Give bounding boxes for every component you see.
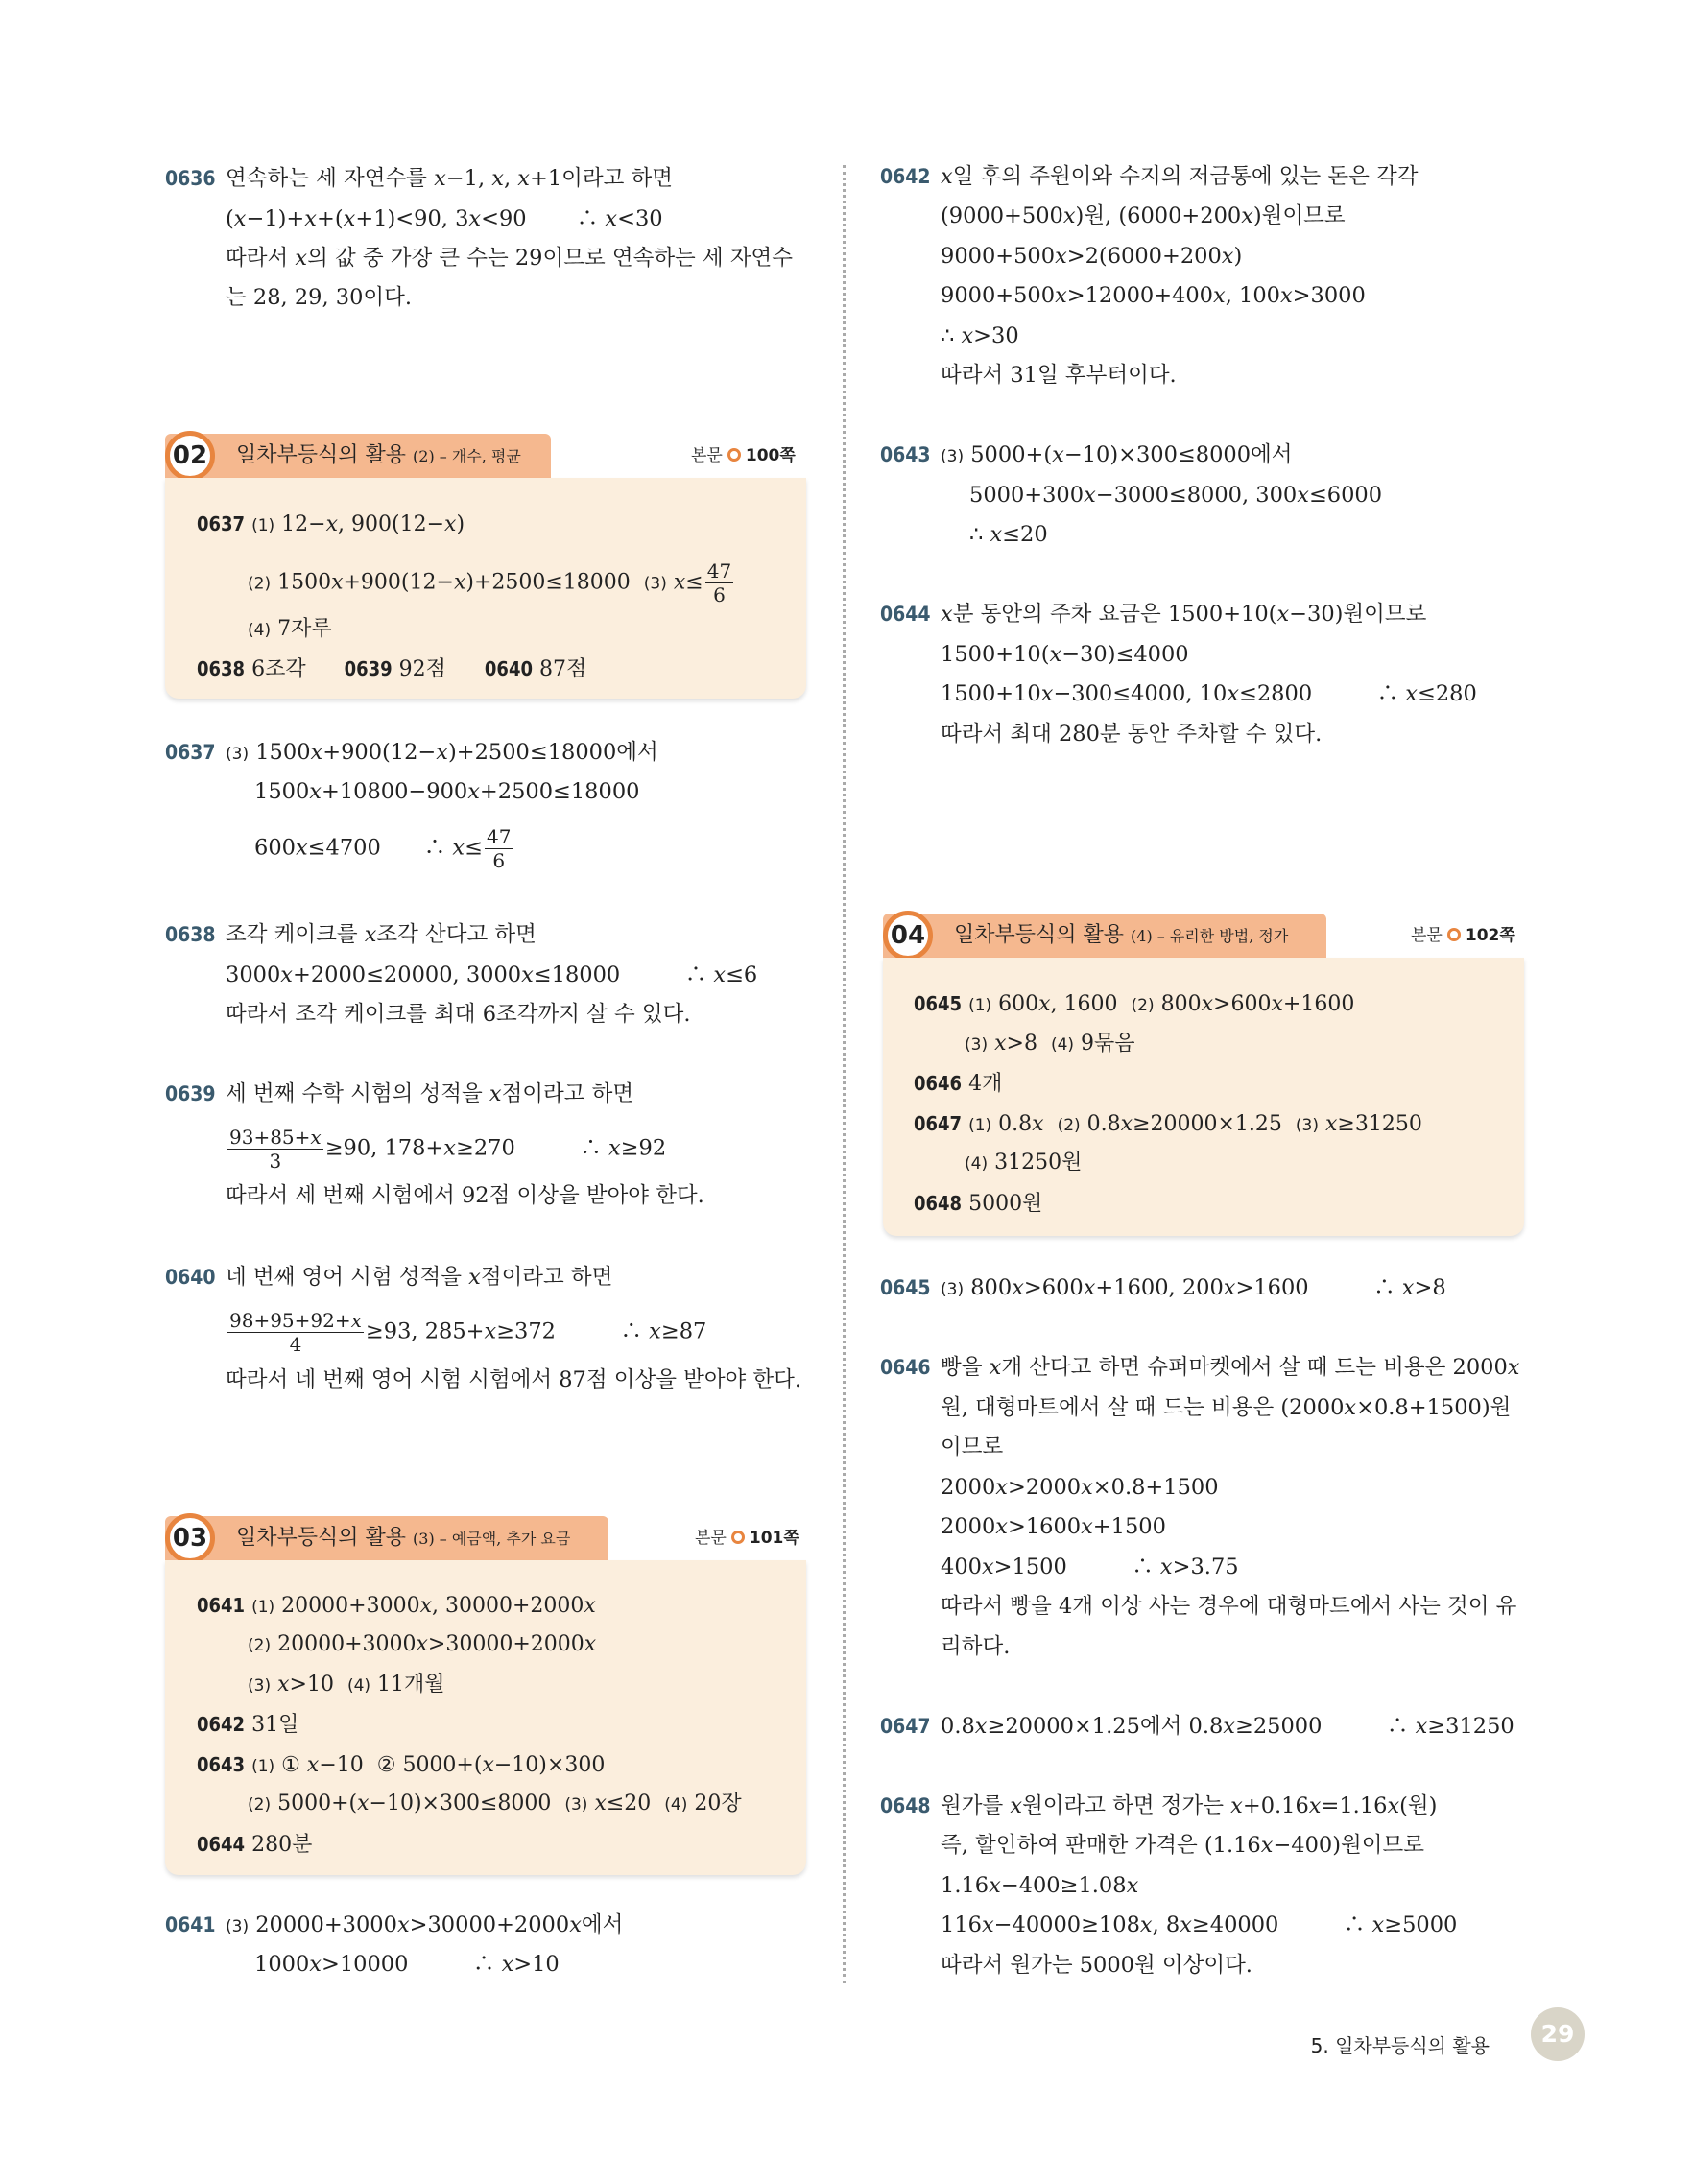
problem-number: 0639	[165, 1082, 216, 1105]
solution-line: 600x≤4700 ∴ x≤ $\frac{47}{6}$	[254, 825, 512, 872]
problem-number: 0642	[880, 165, 931, 188]
answer-line: (3) x>10 (4) 11개월	[248, 1673, 445, 1697]
section-badge: 03	[165, 1513, 215, 1563]
answer-line: 0648 5000원	[914, 1192, 1043, 1216]
page-reference	[691, 434, 796, 478]
answer-line: (2) 20000+3000x>30000+2000x	[248, 1632, 597, 1656]
solution-line: 따라서 세 번째 시험에서 92점 이상을 받아야 한다.	[226, 1183, 704, 1208]
solution-line: 따라서 x의 값 중 가장 큰 수는 29이므로 연속하는 세 자연수	[226, 246, 794, 271]
solution-line: 3000x+2000≤20000, 3000x≤18000 ∴ x≤6	[226, 962, 758, 987]
answer-line: 0646 4개	[914, 1072, 1003, 1096]
solution-line: (3) 20000+3000x>30000+2000x에서	[226, 1912, 624, 1937]
solution-line: 따라서 네 번째 영어 시험 시험에서 87점 이상을 받아야 한다.	[226, 1367, 802, 1392]
solution-line: 116x−40000≥108x, 8x≥40000 ∴ x≥5000	[941, 1912, 1458, 1937]
page-number: 29	[1531, 2007, 1585, 2061]
solution-line: 연속하는 세 자연수를 x−1, x, x+1이라고 하면	[226, 166, 673, 191]
section-badge: 04	[883, 911, 933, 961]
solution-line: 400x>1500 ∴ x>3.75	[941, 1555, 1239, 1579]
solution-line: x일 후의 주원이와 수지의 저금통에 있는 돈은 각각	[941, 164, 1419, 189]
solution-line: 이므로	[941, 1435, 1004, 1460]
problem-number: 0647	[880, 1715, 931, 1738]
solution-line: $\frac{93+85+x}{3}$ ≥90, 178+x≥270 ∴ x≥92	[229, 1126, 667, 1173]
solution-line: 1500+10(x−30)≤4000	[941, 642, 1189, 667]
problem-number: 0636	[165, 167, 216, 190]
problem-number: 0638	[165, 923, 216, 946]
section-subtitle: (3) – 예금액, 추가 요금	[413, 1530, 571, 1548]
answer-line: (2) 5000+(x−10)×300≤8000 (3) x≤20 (4) 20장	[248, 1792, 742, 1816]
answer-line: (3) x>8 (4) 9묶음	[965, 1032, 1135, 1056]
answer-line: 0645 (1) 600x, 1600 (2) 800x>600x+1600	[914, 992, 1355, 1016]
solution-line: 따라서 조각 케이크를 최대 6조각까지 살 수 있다.	[226, 1002, 691, 1027]
solution-line: 1500+10x−300≤4000, 10x≤2800 ∴ x≤280	[941, 681, 1477, 706]
answer-line: (4) 31250원	[965, 1151, 1083, 1175]
solution-line: x분 동안의 주차 요금은 1500+10(x−30)원이므로	[941, 602, 1427, 627]
section-badge: 02	[165, 431, 215, 481]
answer-line: 0647 (1) 0.8x (2) 0.8x≥20000×1.25 (3) x≥31250	[914, 1112, 1422, 1136]
solution-line: (3) 5000+(x−10)×300≤8000에서	[941, 442, 1293, 467]
answer-line: 0637 (1) 12−x, 900(12−x)	[197, 512, 465, 536]
solution-line: 1500x+10800−900x+2500≤18000	[254, 779, 640, 804]
solution-line: 따라서 31일 후부터이다.	[941, 363, 1177, 388]
answer-line: 0642 31일	[197, 1713, 299, 1737]
answer-line: 0643 (1) ① x−10 ② 5000+(x−10)×300	[197, 1753, 606, 1777]
solution-line: ∴ x≤20	[969, 522, 1048, 547]
solution-line: 는 28, 29, 30이다.	[226, 285, 413, 310]
section-title-text: 일차부등식의 활용	[236, 1526, 407, 1550]
ref-label: 본문	[691, 446, 723, 465]
answer-line: 0644 280분	[197, 1833, 313, 1857]
section-title-text: 일차부등식의 활용	[236, 443, 407, 467]
ref-page: 100쪽	[745, 446, 796, 465]
solution-line: 빵을 x개 산다고 하면 슈퍼마켓에서 살 때 드는 비용은 2000x	[941, 1355, 1520, 1380]
solution-line: 5000+300x−3000≤8000, 300x≤6000	[969, 483, 1383, 508]
problem-number: 0641	[165, 1913, 216, 1936]
problem-number: 0648	[880, 1794, 931, 1817]
arrow-circle-icon	[727, 448, 741, 462]
section-title-text: 일차부등식의 활용	[954, 923, 1125, 947]
answer-line: (2) 1500x+900(12−x)+2500≤18000 (3) x≤ $\frac{47}{6}$	[248, 559, 732, 606]
problem-number: 0644	[880, 603, 931, 626]
problem-number: 0637	[165, 741, 216, 764]
chapter-label: 5. 일차부등식의 활용	[1310, 2034, 1490, 2057]
solution-line: 세 번째 수학 시험의 성적을 x점이라고 하면	[226, 1081, 634, 1106]
arrow-circle-icon	[1447, 928, 1461, 941]
section-subtitle: (2) – 개수, 평균	[413, 447, 521, 465]
solution-line: 네 번째 영어 시험 성적을 x점이라고 하면	[226, 1265, 613, 1290]
problem-number: 0640	[165, 1266, 216, 1289]
solution-line: 원, 대형마트에서 살 때 드는 비용은 (2000x×0.8+1500)원	[941, 1395, 1512, 1420]
solution-line: 9000+500x>2(6000+200x)	[941, 244, 1243, 269]
solution-line: (9000+500x)원, (6000+200x)원이므로	[941, 203, 1346, 228]
solution-line: ∴ x>30	[941, 323, 1019, 348]
solution-line: 1.16x−400≥1.08x	[941, 1873, 1139, 1898]
solution-line: 원가를 x원이라고 하면 정가는 x+0.16x=1.16x(원)	[941, 1793, 1438, 1818]
ref-label: 본문	[695, 1529, 727, 1548]
solution-line: 따라서 최대 280분 동안 주차할 수 있다.	[941, 722, 1323, 747]
solution-line: $\frac{98+95+92+x}{4}$ ≥93, 285+x≥372 ∴ x≥87	[229, 1309, 707, 1356]
answer-line: (4) 7자루	[248, 617, 332, 641]
solution-line: 따라서 빵을 4개 이상 사는 경우에 대형마트에서 사는 것이 유	[941, 1594, 1517, 1619]
solution-line: 1000x>10000 ∴ x>10	[254, 1952, 560, 1977]
page-reference	[1411, 914, 1515, 958]
section-title	[236, 1516, 570, 1561]
ref-page: 102쪽	[1465, 926, 1515, 945]
ref-page: 101쪽	[749, 1529, 799, 1548]
solution-line: 따라서 원가는 5000원 이상이다.	[941, 1953, 1252, 1978]
solution-line: 즉, 할인하여 판매한 가격은 (1.16x−400)원이므로	[941, 1833, 1424, 1858]
solution-line: 2000x>2000x×0.8+1500	[941, 1475, 1219, 1500]
section-subtitle: (4) – 유리한 방법, 정가	[1131, 927, 1289, 945]
answer-line: 0641 (1) 20000+3000x, 30000+2000x	[197, 1594, 596, 1618]
arrow-circle-icon	[731, 1531, 745, 1544]
section-title	[236, 434, 521, 479]
solution-line: 2000x>1600x+1500	[941, 1514, 1166, 1539]
problem-number: 0643	[880, 443, 931, 466]
ref-label: 본문	[1411, 926, 1443, 945]
solution-line: (3) 800x>600x+1600, 200x>1600 ∴ x>8	[941, 1275, 1446, 1300]
solution-line: 리하다.	[941, 1634, 1011, 1659]
problem-number: 0646	[880, 1356, 931, 1379]
solution-line: 0.8x≥20000×1.25에서 0.8x≥25000 ∴ x≥31250	[941, 1714, 1514, 1739]
section-title	[954, 914, 1288, 959]
answer-line: 0638 6조각 0639 92점 0640 87점	[197, 657, 587, 681]
column-divider	[843, 165, 846, 1983]
page-reference	[695, 1516, 799, 1560]
solution-line: (x−1)+x+(x+1)<90, 3x<90 ∴ x<30	[226, 206, 663, 231]
solution-line: (3) 1500x+900(12−x)+2500≤18000에서	[226, 740, 658, 765]
solution-line: 9000+500x>12000+400x, 100x>3000	[941, 283, 1366, 308]
problem-number: 0645	[880, 1276, 931, 1299]
solution-line: 조각 케이크를 x조각 산다고 하면	[226, 922, 537, 947]
